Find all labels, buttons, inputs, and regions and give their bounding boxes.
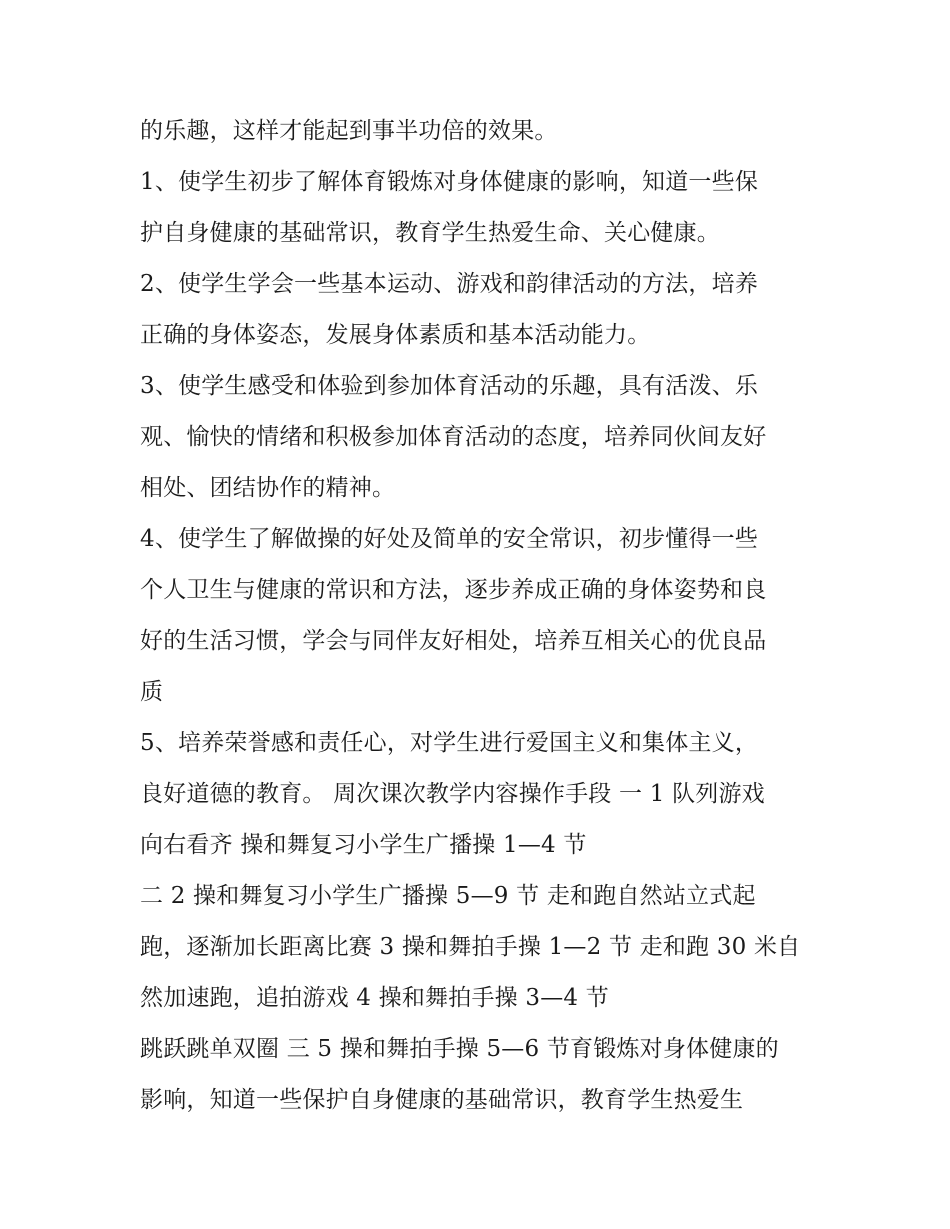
text-line: 2、使学生学会一些基本运动、游戏和韵律活动的方法，培养 [140,271,759,297]
text-line: 护自身健康的基础常识，教育学生热爱生命、关心健康。 [140,220,720,246]
text-line: 正确的身体姿态，发展身体素质和基本活动能力。 [140,322,651,348]
text-line: 3、使学生感受和体验到参加体育活动的乐趣，具有活泼、乐 [140,373,759,399]
text-line: 1、使学生初步了解体育锻炼对身体健康的影响，知道一些保 [140,169,759,195]
body-text [140,106,820,1126]
text-line: 然加速跑，追拍游戏 4 操和舞拍手操 3—4 节 [140,985,609,1011]
text-line: 相处、团结协作的精神。 [140,475,396,501]
text-line: 个人卫生与健康的常识和方法，逐步养成正确的身体姿势和良 [140,577,767,603]
text-line: 好的生活习惯，学会与同伴友好相处，培养互相关心的优良品 [140,628,767,654]
text-line: 跳跃跳单双圈 三 5 操和舞拍手操 5—6 节育锻炼对身体健康的 [140,1036,779,1062]
text-line: 影响，知道一些保护自身健康的基础常识，教育学生热爱生 [140,1087,744,1113]
text-line: 跑，逐渐加长距离比赛 3 操和舞拍手操 1—2 节 走和跑 30 米自 [140,934,801,960]
text-line: 的乐趣，这样才能起到事半功倍的效果。 [140,118,558,144]
text-line: 良好道德的教育。 周次课次教学内容操作手段 一 1 队列游戏 [140,781,765,807]
text-line: 4、使学生了解做操的好处及简单的安全常识，初步懂得一些 [140,526,759,552]
text-line: 二 2 操和舞复习小学生广播操 5—9 节 走和跑自然站立式起 [140,883,756,909]
text-line: 质 [140,679,164,705]
text-line: 5、培养荣誉感和责任心，对学生进行爱国主义和集体主义， [140,730,759,756]
text-line: 观、愉快的情绪和积极参加体育活动的态度，培养同伙间友好 [140,424,767,450]
text-line: 向右看齐 操和舞复习小学生广播操 1—4 节 [140,832,587,858]
